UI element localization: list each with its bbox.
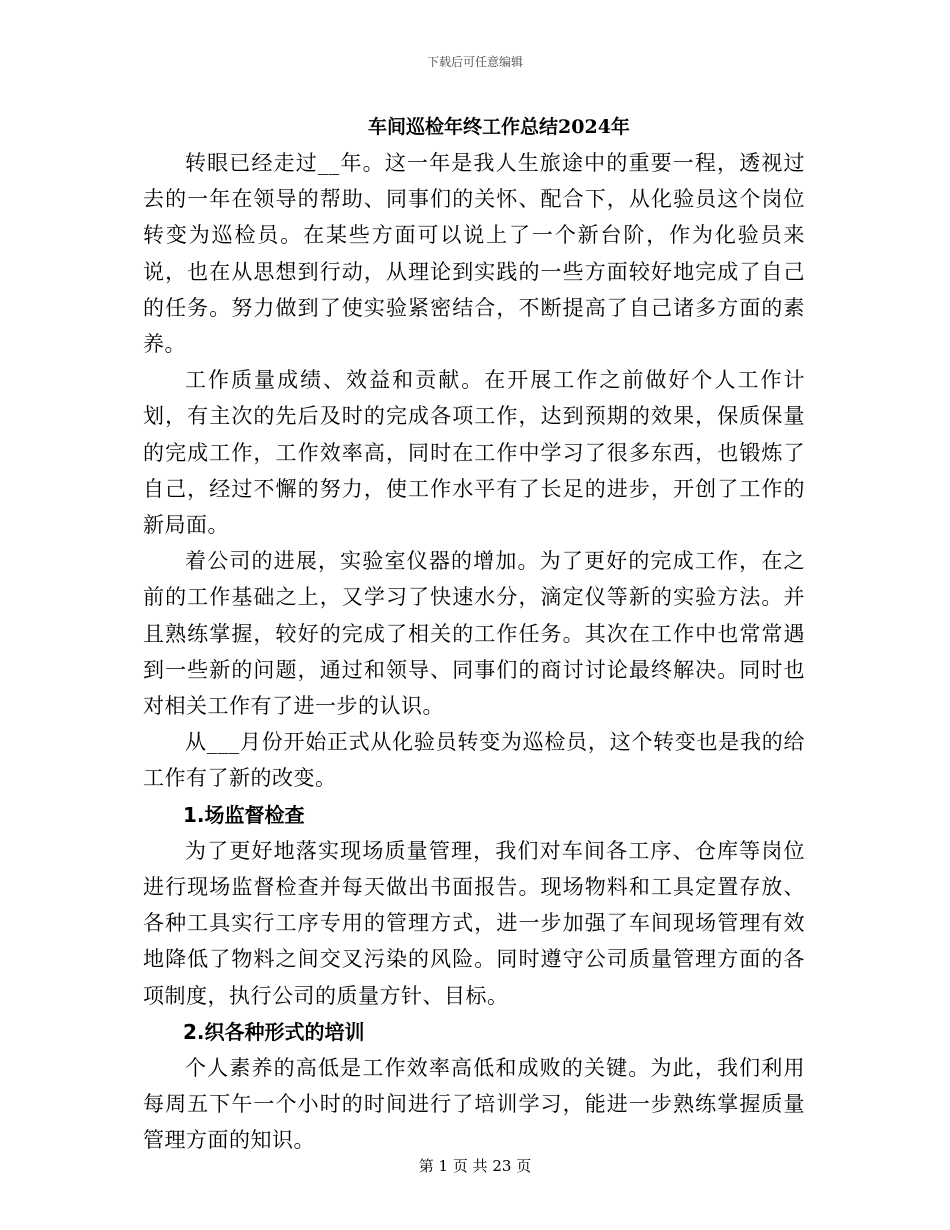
section-2-text: 个人素养的高低是工作效率高低和成败的关键。为此，我们利用每周五下午一个小时的时间进行了培训学习，能进一步熟练掌握质量管理方面的知识。 [143, 1056, 805, 1153]
header-note: 下载后可任意编辑 [426, 55, 523, 69]
paragraph-1: 转眼已经走过__年。这一年是我人生旅途中的重要一程，透视过去的一年在领导的帮助、同事们的关怀、配合下，从化验员这个岗位转变为巡检员。在某些方面可以说上了一个新台阶，作为化验员来说，也在从思想到行动，从理论到实践的一些方面较好地完成了自己的任务。努力做到了使实验紧密结合，不断提高了自己诸多方面的素养。 [143, 151, 805, 357]
paragraph-3: 着公司的进展，实验室仪器的增加。为了更好的完成工作，在之前的工作基础之上，又学习了快速水分，滴定仪等新的实验方法。并且熟练掌握，较好的完成了相关的工作任务。其次在工作中也常常遇到一些新的问题，通过和领导、同事们的商讨讨论最终解决。同时也对相关工作有了进一步的认识。 [143, 549, 805, 719]
section-1-text: 为了更好地落实现场质量管理，我们对车间各工序、仓库等岗位进行现场监督检查并每天做出书面报告。现场物料和工具定置存放、各种工具实行工序专用的管理方式，进一步加强了车间现场管理有效地降低了物料之间交叉污染的风险。同时遵守公司质量管理方面的各项制度，执行公司的质量方针、目标。 [143, 838, 805, 1008]
section-1-heading: 1.场监督检查 [183, 802, 305, 827]
document-title: 车间巡检年终工作总结2024年 [368, 116, 630, 138]
page-footer: 第 1 页 共 23 页 [418, 1157, 532, 1175]
section-2-heading: 2.织各种形式的培训 [183, 1019, 365, 1044]
document-body [143, 145, 805, 1159]
paragraph-2: 工作质量成绩、效益和贡献。在开展工作之前做好个人工作计划，有主次的先后及时的完成各项工作，达到预期的效果，保质保量的完成工作，工作效率高，同时在工作中学习了很多东西，也锻炼了自己，经过不懈的努力，使工作水平有了长足的进步，开创了工作的新局面。 [143, 368, 805, 538]
paragraph-4: 从___月份开始正式从化验员转变为巡检员，这个转变也是我的给工作有了新的改变。 [143, 730, 805, 791]
